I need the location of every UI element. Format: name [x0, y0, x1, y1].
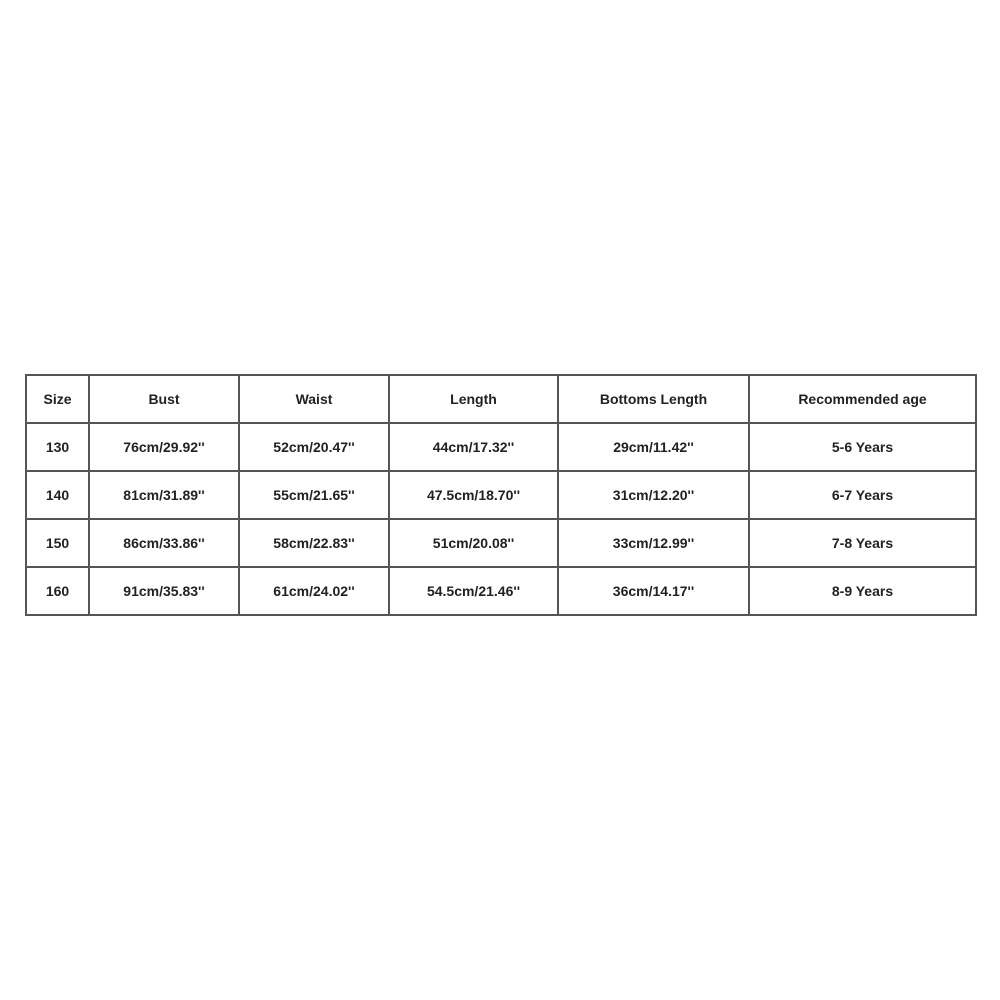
header-length: Length: [389, 375, 558, 423]
cell-bottoms-length: 29cm/11.42'': [558, 423, 749, 471]
cell-waist: 58cm/22.83'': [239, 519, 389, 567]
header-recommended-age: Recommended age: [749, 375, 976, 423]
cell-recommended-age: 8-9 Years: [749, 567, 976, 615]
cell-bottoms-length: 33cm/12.99'': [558, 519, 749, 567]
cell-waist: 55cm/21.65'': [239, 471, 389, 519]
table-row: [26, 471, 976, 519]
cell-length: 51cm/20.08'': [389, 519, 558, 567]
header-waist: Waist: [239, 375, 389, 423]
cell-bottoms-length: 36cm/14.17'': [558, 567, 749, 615]
cell-waist: 52cm/20.47'': [239, 423, 389, 471]
cell-recommended-age: 6-7 Years: [749, 471, 976, 519]
cell-length: 47.5cm/18.70'': [389, 471, 558, 519]
cell-size: 130: [26, 423, 89, 471]
header-size: Size: [26, 375, 89, 423]
cell-bottoms-length: 31cm/12.20'': [558, 471, 749, 519]
table-row: [26, 519, 976, 567]
cell-size: 150: [26, 519, 89, 567]
cell-recommended-age: 7-8 Years: [749, 519, 976, 567]
table-row: [26, 423, 976, 471]
cell-size: 140: [26, 471, 89, 519]
cell-size: 160: [26, 567, 89, 615]
cell-length: 54.5cm/21.46'': [389, 567, 558, 615]
size-chart-table: [25, 374, 977, 616]
table-row: [26, 567, 976, 615]
cell-bust: 81cm/31.89'': [89, 471, 239, 519]
table-header-row: [26, 375, 976, 423]
cell-waist: 61cm/24.02'': [239, 567, 389, 615]
cell-bust: 91cm/35.83'': [89, 567, 239, 615]
cell-length: 44cm/17.32'': [389, 423, 558, 471]
header-bust: Bust: [89, 375, 239, 423]
cell-bust: 86cm/33.86'': [89, 519, 239, 567]
cell-bust: 76cm/29.92'': [89, 423, 239, 471]
cell-recommended-age: 5-6 Years: [749, 423, 976, 471]
header-bottoms-length: Bottoms Length: [558, 375, 749, 423]
